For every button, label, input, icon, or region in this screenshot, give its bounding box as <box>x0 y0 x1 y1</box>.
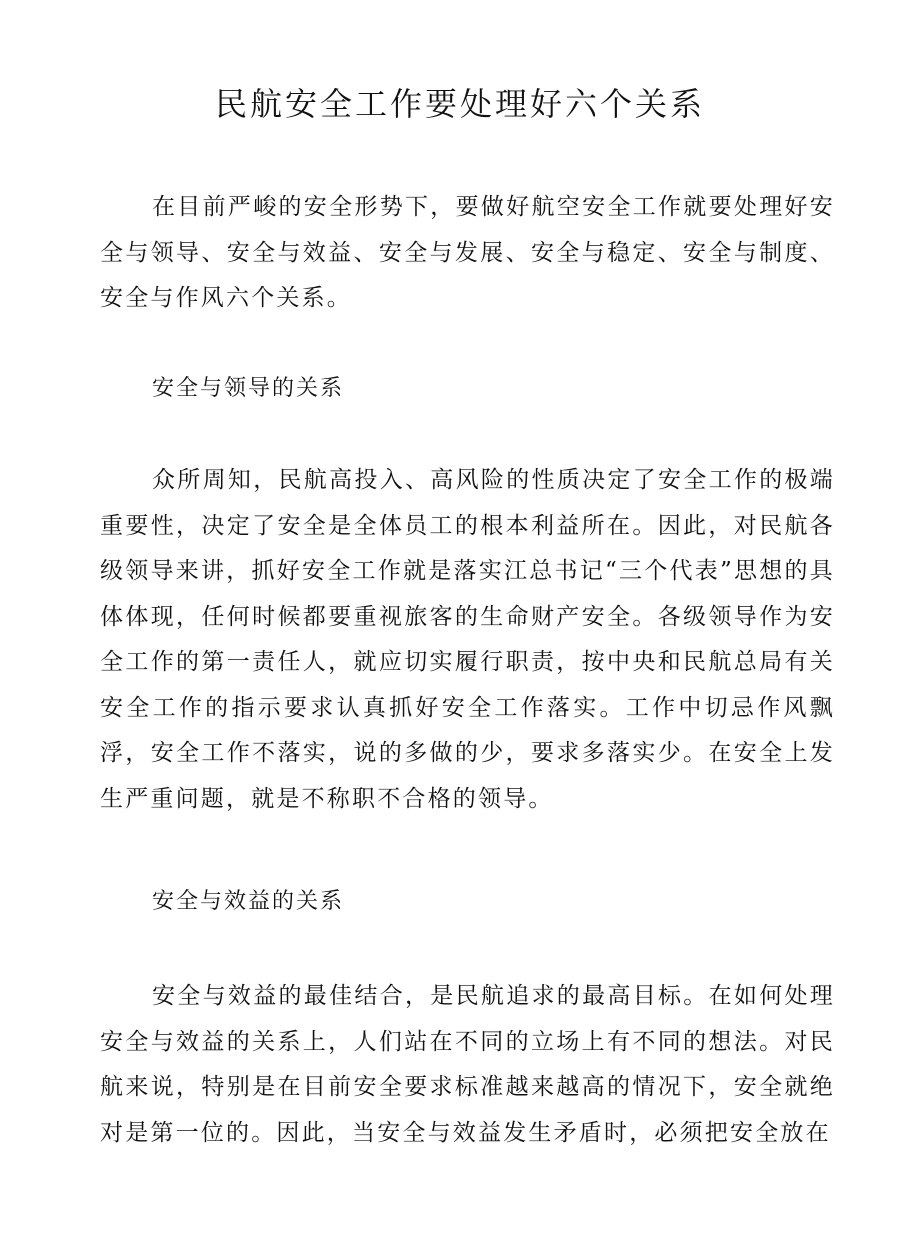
section-body-benefit: 安全与效益的最佳结合，是民航追求的最高目标。在如何处理安全与效益的关系上，人们站在不同的立场上有不同的想法。对民航来说，特别是在目前安全要求标准越来越高的情况下，安全就绝对是第一位的。因此，当安全与效益发生矛盾时，必须把安全放在 <box>100 983 835 1146</box>
section-heading-leadership: 安全与领导的关系 <box>152 376 345 401</box>
section-body-leadership: 众所周知，民航高投入、高风险的性质决定了安全工作的极端重要性，决定了安全是全体员工的根本利益所在。因此，对民航各级领导来讲，抓好安全工作就是落实江总书记“三个代表”思想的具体体现，任何时候都要重视旅客的生命财产安全。各级领导作为安全工作的第一责任人，就应切实履行职责，按中央和民航总局有关安全工作的指示要求认真抓好安全工作落实。工作中切忌作风飘浮，安全工作不落实，说的多做的少，要求多落实少。在安全上发生严重问题，就是不称职不合格的领导。 <box>100 467 835 812</box>
section-heading-benefit: 安全与效益的关系 <box>152 889 345 914</box>
document-title: 民航安全工作要处理好六个关系 <box>214 85 705 123</box>
intro-paragraph: 在目前严峻的安全形势下，要做好航空安全工作就要处理好安全与领导、安全与效益、安全与发展、安全与稳定、安全与制度、安全与作风六个关系。 <box>100 194 835 311</box>
